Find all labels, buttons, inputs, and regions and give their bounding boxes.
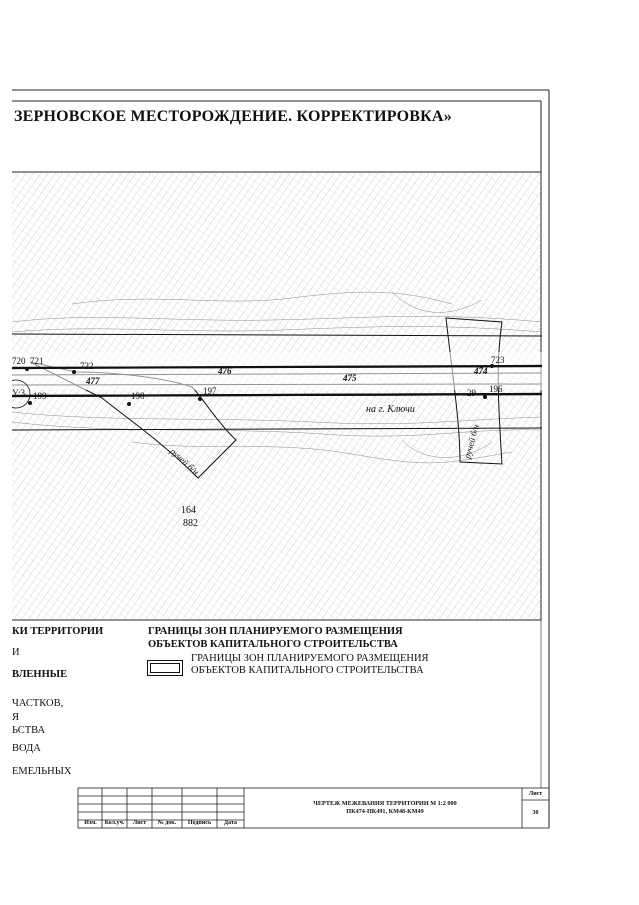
point-label-197: 197 — [203, 386, 217, 396]
legend-item-line-1: ГРАНИЦЫ ЗОН ПЛАНИРУЕМОГО РАЗМЕЩЕНИЯ — [191, 653, 429, 664]
line-label-474: 474 — [474, 366, 488, 376]
legend-left-line-8: ЕМЕЛЬНЫХ — [12, 766, 72, 777]
river-label: на г. Ключи — [366, 404, 415, 415]
point-label-721: 721 — [30, 356, 44, 366]
stamp-col-count: Кол.уч. — [104, 820, 125, 826]
point-label-199: 199 — [33, 391, 47, 401]
legend-left-line-1: КИ ТЕРРИТОРИИ — [12, 626, 104, 637]
parcel-number-b: 882 — [183, 518, 198, 529]
legend-left-line-4: ЧАСТКОВ, — [12, 698, 64, 709]
line-label-475: 475 — [343, 373, 357, 383]
stamp-title — [250, 800, 520, 816]
point-label-720: 720 — [12, 356, 26, 366]
legend-left-line-7: ВОДА — [12, 743, 41, 754]
stamp-title-line-2: ПК474-ПК491, КМ48-КМ49 — [346, 808, 424, 815]
legend-heading-line-2: ОБЪЕКТОВ КАПИТАЛЬНОГО СТРОИТЕЛЬСТВА — [148, 638, 398, 650]
document-title: ЗЕРНОВСКОЕ МЕСТОРОЖДЕНИЕ. КОРРЕКТИРОВКА» — [14, 108, 452, 125]
legend-left-line-6: ЬСТВА — [12, 725, 46, 736]
stamp-col-sheet: Лист — [132, 820, 147, 826]
stamp-col-signature: Подпись — [187, 820, 212, 826]
stamp-sheet-number: 30 — [532, 810, 539, 816]
stamp-col-date: Дата — [224, 820, 237, 826]
stamp-title-line-1: ЧЕРТЕЖ МЕЖЕВАНИЯ ТЕРРИТОРИИ М 1:2 000 — [313, 800, 457, 807]
line-label-476: 476 — [218, 366, 232, 376]
legend-item-line-2: ОБЪЕКТОВ КАПИТАЛЬНОГО СТРОИТЕЛЬСТВА — [191, 665, 424, 676]
point-label-196: 196 — [489, 384, 503, 394]
stream-label-left: ручей б/н — [168, 446, 201, 477]
point-label-722: 722 — [80, 361, 94, 371]
stamp-col-change: Изм. — [84, 820, 97, 826]
stream-label-right: ручей б/н — [462, 423, 481, 460]
parcel-number-a: 164 — [181, 505, 196, 516]
legend-left-line-3: ВЛЕННЫЕ — [12, 669, 68, 680]
legend-left-line-5: Я — [12, 712, 20, 723]
stamp-col-doc: № док. — [157, 820, 177, 826]
point-label-198: 198 — [131, 391, 145, 401]
marker-label: У:3 — [12, 388, 26, 398]
legend-heading-line-1: ГРАНИЦЫ ЗОН ПЛАНИРУЕМОГО РАЗМЕЩЕНИЯ — [148, 626, 403, 637]
stamp-sheet-label: Лист — [528, 791, 543, 797]
legend-left-line-2: И — [12, 647, 20, 658]
line-label-477: 477 — [86, 376, 100, 386]
point-label-723: 723 — [491, 355, 505, 365]
point-label-29: 29 — [467, 388, 476, 398]
